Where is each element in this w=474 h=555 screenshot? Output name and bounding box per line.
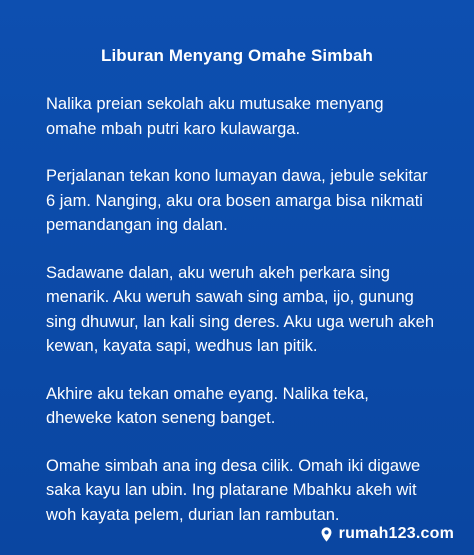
brand-logo [318, 525, 454, 543]
paragraph-2: Perjalanan tekan kono lumayan dawa, jebule sekitar 6 jam. Nanging, aku ora bosen amarga bisa nikmati pemandangan ing dalan. [46, 167, 428, 234]
paragraph-3: Sadawane dalan, aku weruh akeh perkara sing menarik. Aku weruh sawah sing amba, ijo, gunung sing dhuwur, lan kali sing deres. Aku uga weruh akeh kewan, kayata sapi, wedhus lan pitik. [46, 263, 434, 355]
paragraph-5: Omahe simbah ana ing desa cilik. Omah iki digawe saka kayu lan ubin. Ing platarane Mbahku akeh wit woh kayata pelem, durian lan rambutan. [46, 456, 421, 524]
brand-name: rumah123.com [338, 525, 454, 542]
story-title: Liburan Menyang Omahe Simbah [100, 46, 373, 65]
paragraph-1: Nalika preian sekolah aku mutusake menyang omahe mbah putri karo kulawarga. [46, 95, 384, 138]
paragraph-4: Akhire aku tekan omahe eyang. Nalika teka, dheweke katon seneng banget. [46, 384, 369, 427]
story-body [46, 92, 436, 550]
location-pin-icon [318, 526, 335, 543]
